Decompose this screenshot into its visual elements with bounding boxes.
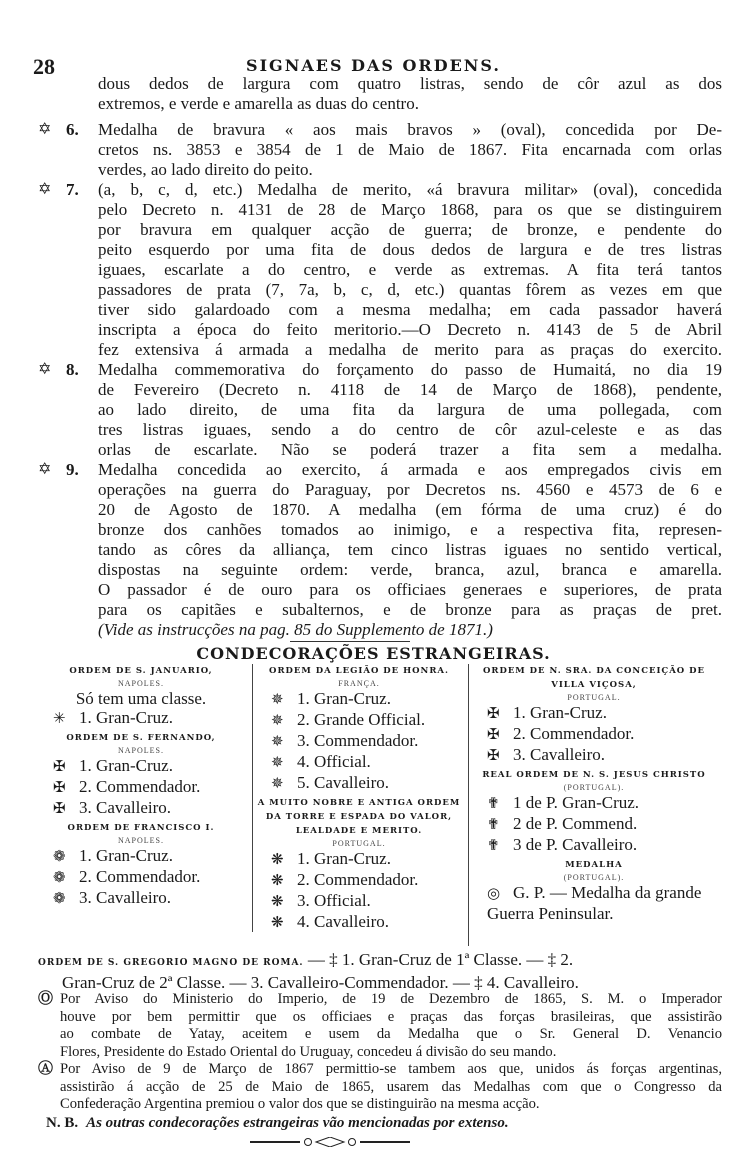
order-class <box>253 773 465 794</box>
item-number: 9. <box>66 460 79 479</box>
note-line <box>38 1096 722 1114</box>
note-line <box>38 991 722 1009</box>
ornament-divider <box>250 1137 410 1147</box>
page-number: 28 <box>33 54 55 79</box>
order-heading: ORDEM DE FRANCISCO I. <box>67 823 215 833</box>
note-line <box>38 1009 722 1027</box>
order-class-label: 1. Gran-Cruz. <box>297 849 391 868</box>
order-class-label: 3. Official. <box>297 891 371 910</box>
order-country: PORTUGAL. <box>332 839 386 848</box>
circled-o-icon: Ⓞ <box>38 991 54 1007</box>
order-class <box>35 888 247 909</box>
order-class-label: G. P. — Medalha da grande Guerra Peninsular. <box>487 883 702 923</box>
note-line <box>38 1026 722 1044</box>
text-line: ao lado direito, de uma fita da largura de uma pollegada, com <box>98 400 722 419</box>
order-class <box>35 867 247 888</box>
order-class <box>253 689 465 710</box>
medal-list <box>0 74 747 640</box>
order-class-label: 2. Commendador. <box>79 867 201 886</box>
order-class <box>35 846 247 867</box>
order-country: (PORTUGAL). <box>563 873 625 882</box>
order-note: Só tem uma classe. <box>75 689 207 708</box>
order-class <box>253 849 465 870</box>
circled-a-icon: Ⓐ <box>38 1061 54 1077</box>
medal-item-7: (a, b, c, d, etc.) Medalha de merito, «á bravura militar» (oval), concedida ✡ 7. <box>38 180 722 199</box>
star-cross-icon: ❋ <box>271 873 284 889</box>
cross-icon: ✟ <box>487 838 500 854</box>
text-line: verdes, ao lado direito do peito. <box>98 160 313 179</box>
order-class-label: 3. Cavalleiro. <box>513 745 606 764</box>
order-heading: ORDEM DE N. SRA. DA CONCEIÇÃO DE VILLA VIÇOSA, <box>482 666 705 690</box>
order-class <box>253 912 465 933</box>
gregorio-line-1 <box>38 950 722 973</box>
order-class <box>469 745 719 766</box>
gregorio-line-2: Gran-Cruz de 2ª Classe. — 3. Cavalleiro-Commendador. — ‡ 4. Cavalleiro. <box>62 973 579 992</box>
rosette-icon: ❁ <box>53 870 66 886</box>
order-class-label: 3. Cavalleiro. <box>79 888 172 907</box>
order-country: FRANÇA. <box>338 679 380 688</box>
star-of-david-icon: ✡ <box>38 361 52 378</box>
note-text: Confederação Argentina premiou o valor dos que se distinguirão na mesma acção. <box>60 1096 540 1112</box>
order-class-label: 2. Commendador. <box>513 724 635 743</box>
order-country: NAPOLES. <box>117 679 164 688</box>
order-class-label: 1. Gran-Cruz. <box>79 756 173 775</box>
note-text: Flores, Presidente do Estado Oriental do Uruguay, concedeu á divisão do seu mando. <box>60 1043 557 1060</box>
order-class-label: 4. Cavalleiro. <box>297 912 390 931</box>
order-class-label: 1 de P. Gran-Cruz. <box>513 793 640 812</box>
order-class-label: 2. Commendador. <box>79 777 201 796</box>
order-class-label: 3. Cavalleiro. <box>79 798 172 817</box>
rosette-icon: ❁ <box>53 849 66 865</box>
text-line: O passador é de ouro para os officiaes generaes e superiores, de prata <box>98 580 722 599</box>
star-cross-icon: ❋ <box>271 852 284 868</box>
item-number: 7. <box>66 180 79 199</box>
medal-item-9: Medalha concedida ao exercito, á armada e aos empregados civis em ✡ 9. <box>38 460 722 479</box>
order-class-label: 1. Gran-Cruz. <box>79 708 173 727</box>
star-of-david-icon: ✡ <box>38 121 52 138</box>
double-circle-icon: ◎ <box>487 886 501 902</box>
text-line: cretos ns. 3853 e 3854 de 1 de Maio de 1867. Fita encarnada com orlas <box>98 140 722 159</box>
text-line: inscripta a época do feito meritorio.—O Decreto n. 4143 de 5 de Abril <box>98 320 722 339</box>
order-class-label: 3. Commendador. <box>297 731 419 750</box>
nota-bene <box>46 1114 509 1132</box>
order-class-label: 1. Gran-Cruz. <box>513 703 607 722</box>
rosette-icon: ❁ <box>53 891 66 907</box>
maltese-cross-icon: ✠ <box>53 801 66 817</box>
nb-label: N. B. <box>46 1115 79 1131</box>
text-line: dous dedos de largura com quatro listras, sendo de côr azul as dos <box>98 74 722 93</box>
divider <box>290 641 410 642</box>
item-number: 8. <box>66 360 79 379</box>
order-class-label: 1. Gran-Cruz. <box>79 846 173 865</box>
gregorio-heading: ORDEM DE S. GREGORIO MAGNO DE ROMA. <box>38 958 304 968</box>
text-line: (Vide as instrucções na pag. 85 do Supplemento de 1871.) <box>98 620 493 639</box>
order-class <box>35 756 247 777</box>
order-heading: ORDEM DA LEGIÃO DE HONRA. <box>269 666 449 676</box>
order-class-label: 3 de P. Cavalleiro. <box>513 835 638 854</box>
order-class-label: 2. Grande Official. <box>297 710 426 729</box>
text-line: extremos, e verde e amarella as duas do centro. <box>98 94 419 113</box>
notes <box>38 991 722 1114</box>
order-class <box>469 835 719 856</box>
five-arm-cross-icon: ✵ <box>271 776 284 792</box>
jerusalem-cross-icon: ✠ <box>487 748 500 764</box>
text-line: por bravura em qualquer acção de guerra; de bronze, e pendente do <box>98 220 722 239</box>
order-class <box>253 710 465 731</box>
order-class <box>469 793 719 814</box>
order-heading: A MUITO NOBRE E ANTIGA ORDEM DA TORRE E ESPADA DO VALOR, LEALDADE E MERITO. <box>257 798 461 836</box>
note-text: Por Aviso do Ministerio do Imperio, de 19 de Dezembro de 1865, S. M. o Imperador <box>60 991 722 1007</box>
star-cross-icon: ❋ <box>271 915 284 931</box>
note-text: ao combate de Yatay, aceitem e usem da Medalha que o Sr. General D. Venancio <box>60 1026 722 1042</box>
five-arm-cross-icon: ✵ <box>271 713 284 729</box>
text-line: bronze dos canhões tomados ao inimigo, e a respectiva fita, represen- <box>98 520 722 539</box>
maltese-cross-icon: ✠ <box>53 759 66 775</box>
note-text: assistirão á acção de 25 de Maio de 1865, usarem das Medalhas com que o Congresso da <box>60 1078 722 1095</box>
order-class <box>253 870 465 891</box>
note-text: houve por bem permittir que os officiaes e praças das forças brasileiras, que assistirão <box>60 1008 722 1025</box>
order-heading: REAL ORDEM DE N. S. JESUS CHRISTO <box>482 770 706 780</box>
item-number: 6. <box>66 120 79 139</box>
text-line: peito esquerdo por uma fita de dous dedos de largura e de tres listras <box>98 240 722 259</box>
star-cross-icon: ❋ <box>271 894 284 910</box>
order-class <box>35 798 247 819</box>
text-line: dispostas na seguinte ordem: verde, branca, azul, branca e amarella. <box>98 560 722 579</box>
text-line: tando as côres da alliança, tem cinco listras iguaes no sentido vertical, <box>98 540 722 559</box>
note-line <box>38 1079 722 1097</box>
text-line: orlas de escarlate. Não se poderá trazer a fita sem a medalha. <box>98 440 722 459</box>
star-of-david-icon: ✡ <box>38 461 52 478</box>
order-class-label: 2. Commendador. <box>297 870 419 889</box>
running-header: SIGNAES DAS ORDENS. <box>246 56 501 75</box>
order-class <box>35 777 247 798</box>
five-arm-cross-icon: ✵ <box>271 755 284 771</box>
gregorio-order <box>38 950 722 993</box>
order-class <box>469 883 719 923</box>
note-line <box>38 1061 722 1079</box>
note-text: Por Aviso de 9 de Março de 1867 permittio-se tambem aos que, unidos ás forças argentinas, <box>60 1061 722 1077</box>
text-line: para os capitães e subalternos, e de bronze para as praças de pret. <box>98 600 722 619</box>
cross-icon: ✟ <box>487 817 500 833</box>
order-class <box>35 708 247 729</box>
order-class-label: 2 de P. Commend. <box>513 814 638 833</box>
text-line: tres listras iguaes, sendo a do centro de côr azul-celeste e as das <box>98 420 722 439</box>
foreign-column-1 <box>35 664 247 909</box>
order-class <box>253 891 465 912</box>
note-line <box>38 1044 722 1062</box>
order-heading: ORDEM DE S. FERNANDO, <box>66 733 216 743</box>
foreign-column-3 <box>468 664 719 946</box>
order-class <box>253 731 465 752</box>
order-country: PORTUGAL. <box>567 693 621 702</box>
gregorio-classes: — ‡ 1. Gran-Cruz de 1ª Classe. — ‡ 2. <box>303 950 574 969</box>
order-class <box>469 814 719 835</box>
order-heading: MEDALHA <box>565 860 623 870</box>
nb-text: As outras condecorações estrangeiras vão mencionadas por extenso. <box>86 1115 509 1131</box>
five-arm-cross-icon: ✵ <box>271 692 284 708</box>
jerusalem-cross-icon: ✠ <box>487 706 500 722</box>
text-line: pelo Decreto n. 4131 de 28 de Março 1868, para os que se distinguirem <box>98 200 722 219</box>
order-country: (PORTUGAL). <box>563 783 625 792</box>
order-class <box>469 724 719 745</box>
text-line: iguaes, escarlate a do centro, e verde as extremas. A fita terá tantos <box>98 260 722 279</box>
order-class-label: 4. Official. <box>297 752 371 771</box>
order-class <box>253 752 465 773</box>
jerusalem-cross-icon: ✠ <box>487 727 500 743</box>
text-line: operações na guerra do Paraguay, por Decretos ns. 4560 e 4573 de 6 e <box>98 480 722 499</box>
foreign-column-2 <box>252 664 465 932</box>
star-of-david-icon: ✡ <box>38 181 52 198</box>
cross-icon: ✟ <box>487 796 500 812</box>
text-line: tiver sido galardoado com a mesma medalha; em cada passador haverá <box>98 300 722 319</box>
text-line: fez extensiva á armada a medalha de merito para as praças do exercito. <box>98 340 722 359</box>
order-class-label: 1. Gran-Cruz. <box>297 689 391 708</box>
maltese-cross-icon: ✠ <box>53 780 66 796</box>
order-class <box>469 703 719 724</box>
asterisk-cross-icon: ✳ <box>53 711 66 727</box>
text-line: 20 de Agosto de 1870. A medalha (em fórma de uma cruz) é do <box>98 500 722 519</box>
order-country: NAPOLES. <box>117 836 164 845</box>
medal-item-6: Medalha de bravura « aos mais bravos » (oval), concedida por De- ✡ 6. <box>38 120 722 139</box>
order-heading: ORDEM DE S. JANUARIO, <box>69 666 213 676</box>
section-title: CONDECORAÇÕES ESTRANGEIRAS. <box>196 644 551 663</box>
order-country: NAPOLES. <box>117 746 164 755</box>
order-class-label: 5. Cavalleiro. <box>297 773 390 792</box>
five-arm-cross-icon: ✵ <box>271 734 284 750</box>
medal-item-8: Medalha commemorativa do forçamento do passo de Humaitá, no dia 19 ✡ 8. <box>38 360 722 379</box>
text-line: passadores de prata (7, 7a, b, c, d, etc.) quantas fôrem as vezes em que <box>98 280 722 299</box>
text-line: de Fevereiro (Decreto n. 4118 de 14 de Março de 1868), pendente, <box>98 380 722 399</box>
